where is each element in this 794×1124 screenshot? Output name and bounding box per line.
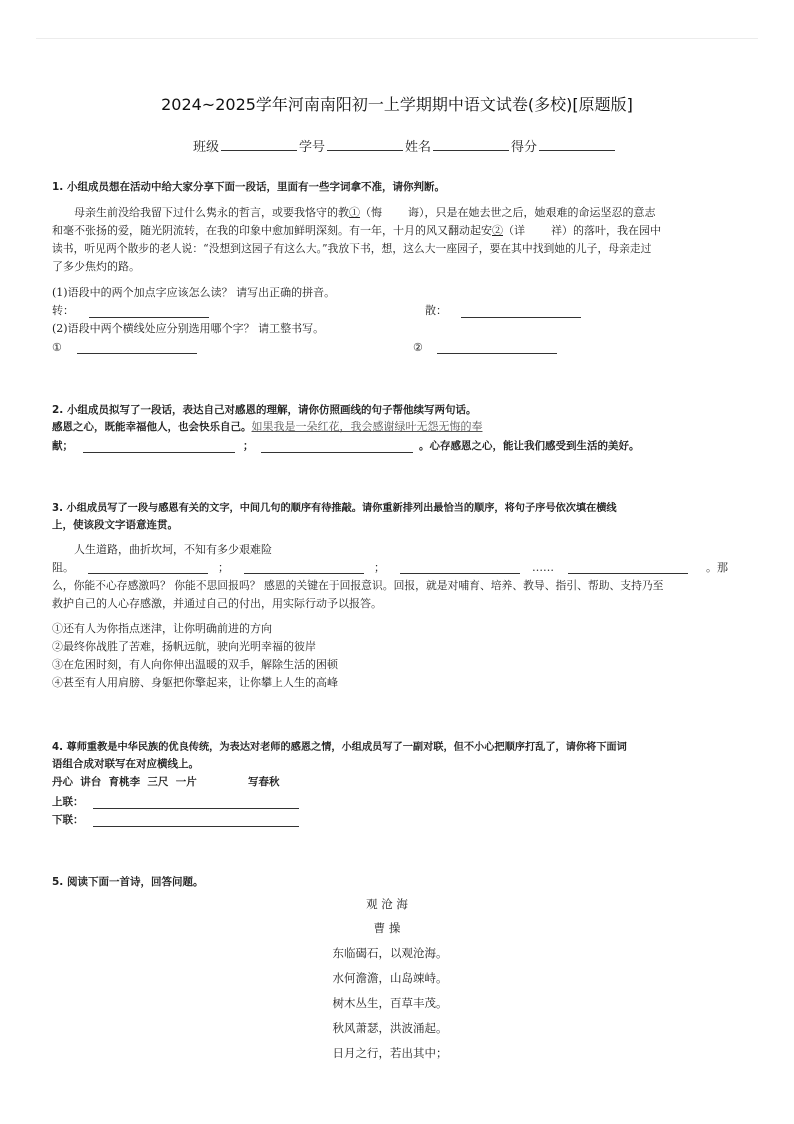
- q1-text: 和毫不张扬的爱，随光阴流转，在我的印象中愈加鲜明深刻。有一年，十月的风又翻动起安: [52, 224, 492, 237]
- q2-line-2-end: 。心存感恩之心，能让我们感受到生活的美好。: [419, 440, 640, 452]
- q3-answer-3[interactable]: [400, 562, 520, 574]
- q1-c2-answer[interactable]: [437, 342, 557, 354]
- q3-sep-1: ；: [218, 561, 229, 574]
- name-field[interactable]: [433, 138, 509, 151]
- q1-c2-label: ②: [413, 341, 423, 354]
- q1-option: （悔: [360, 206, 382, 219]
- q1-zhuan-label: 转：: [52, 304, 74, 317]
- q4-upper-answer[interactable]: [93, 797, 299, 809]
- name-label: 姓名: [405, 140, 432, 155]
- q3-sep-2: ；: [374, 561, 385, 574]
- q1-text: 祥）的落叶，我在园中: [551, 224, 661, 237]
- q3-passage-line-3: 么，你能不心存感激吗？ 你能不思回报吗？ 感恩的关键在于回报意识。回报，就是对哺育、培养、教导、指引、帮助、支持乃至: [52, 579, 664, 592]
- id-label: 学号: [299, 140, 326, 155]
- q3-option: ④甚至有人用肩膀、身躯把你擎起来，让你攀上人生的高峰: [52, 676, 338, 689]
- q2-sep: ；: [243, 440, 254, 452]
- class-label: 班级: [193, 140, 220, 155]
- q1-stem: 1. 小组成员想在活动中给大家分享下面一段话，里面有一些字词拿不准，请你判断。: [52, 181, 445, 193]
- q3-passage-start: 阻。: [52, 561, 74, 574]
- q3-passage-line-1: 人生道路，曲折坎坷，不知有多少艰难险: [74, 543, 272, 556]
- q3-answer-1[interactable]: [88, 562, 208, 574]
- q1-san-label: 散：: [425, 304, 447, 317]
- q4-word-bank-last: 写春秋: [248, 776, 280, 788]
- poem-line: 秋风萧瑟，洪波涌起。: [332, 1021, 448, 1035]
- q3-passage-line-4: 救护自己的人心存感激，并通过自己的付出，用实际行动予以报答。: [52, 597, 382, 610]
- poem-line: 东临碣石，以观沧海。: [332, 946, 448, 960]
- poem-line: 树木丛生，百草丰茂。: [332, 996, 448, 1010]
- q3-option: ②最终你战胜了苦难，扬帆远航，驶向光明幸福的彼岸: [52, 640, 316, 653]
- q1-san-answer[interactable]: [461, 306, 581, 318]
- q2-answer-2[interactable]: [261, 441, 413, 453]
- q2-answer-1[interactable]: [83, 441, 235, 453]
- q2-line-2-start: 献；: [52, 440, 73, 452]
- q4-stem-2: 语组合成对联写在对应横线上。: [52, 758, 199, 770]
- page-title: 2024~2025学年河南南阳初一上学期期中语文试卷(多校)[原题版]: [161, 95, 633, 114]
- poem-title: 观 沧 海: [366, 897, 408, 911]
- q4-lower-answer[interactable]: [93, 815, 299, 827]
- q1-option: （详: [503, 224, 525, 237]
- q3-answer-2[interactable]: [244, 562, 364, 574]
- q4-stem-1: 4. 尊师重教是中华民族的优良传统，为表达对老师的感恩之情，小组成员写了一副对联，但不小心把顺序打乱了，请你将下面词: [52, 742, 627, 753]
- poem-line: 日月之行，若出其中；: [332, 1046, 448, 1060]
- student-info-row: [193, 136, 617, 155]
- q1-sub-2: (2)语段中两个横线处应分别选用哪个字？ 请工整书写。: [52, 322, 325, 335]
- q1-passage-line-4: 了多少焦灼的路。: [52, 260, 140, 273]
- q3-passage-end: 。那: [706, 561, 728, 574]
- class-field[interactable]: [221, 138, 297, 151]
- q1-text: 母亲生前没给我留下过什么隽永的哲言，或要我恪守的教: [74, 206, 349, 219]
- header-rule: [36, 38, 758, 39]
- q3-stem-1: 3. 小组成员写了一段与感恩有关的文字，中间几句的顺序有待推敲。请你重新排列出最恰当的顺序，将句子序号依次填在横线: [52, 503, 617, 514]
- q4-upper-label: 上联：: [52, 796, 84, 808]
- q1-passage-line-1: [74, 204, 656, 222]
- q5-stem: 5. 阅读下面一首诗，回答问题。: [52, 876, 204, 888]
- score-label: 得分: [511, 140, 538, 155]
- q3-stem-2: 上，使该段文字语意连贯。: [52, 519, 178, 531]
- q1-passage-line-3: 读书，听见两个散步的老人说：“没想到这园子有这么大。”我放下书，想，这么大一座园子，要在其中找到她的儿子，母亲走过: [52, 242, 652, 255]
- poem-author: 曹 操: [373, 921, 401, 935]
- poem-line: 水何澹澹，山岛竦峙。: [332, 971, 448, 985]
- q1-sub-1: (1)语段中的两个加点字应该怎么读？ 请写出正确的拼音。: [52, 286, 336, 299]
- q3-option: ③在危困时刻，有人向你伸出温暖的双手，解除生活的困顿: [52, 658, 338, 671]
- q3-option: ①还有人为你指点迷津，让你明确前进的方向: [52, 622, 272, 635]
- q4-word-bank: 丹心 讲台 育桃李 三尺 一片: [52, 776, 197, 788]
- q4-lower-label: 下联：: [52, 814, 84, 826]
- q2-model-sentence: 如果我是一朵红花，我会感谢绿叶无怨无悔的奉: [251, 420, 483, 433]
- q1-zhuan-answer[interactable]: [89, 306, 209, 318]
- q1-blank-2: ②: [492, 224, 503, 237]
- q3-sep-3: ……: [532, 561, 554, 574]
- q2-line-1: [52, 418, 483, 436]
- q3-answer-4[interactable]: [568, 562, 688, 574]
- q2-stem: 2. 小组成员拟写了一段话，表达自己对感恩的理解，请你仿照画线的句子帮他续写两句话。: [52, 404, 477, 416]
- score-field[interactable]: [539, 138, 615, 151]
- q1-text: 诲），只是在她去世之后，她艰难的命运坚忍的意志: [408, 206, 656, 219]
- id-field[interactable]: [327, 138, 403, 151]
- q2-text: 感恩之心，既能幸福他人，也会快乐自己。: [52, 421, 252, 433]
- q1-c1-label: ①: [52, 341, 62, 354]
- q1-c1-answer[interactable]: [77, 342, 197, 354]
- q1-passage-line-2: [52, 222, 661, 240]
- q1-blank-1: ①: [349, 206, 360, 219]
